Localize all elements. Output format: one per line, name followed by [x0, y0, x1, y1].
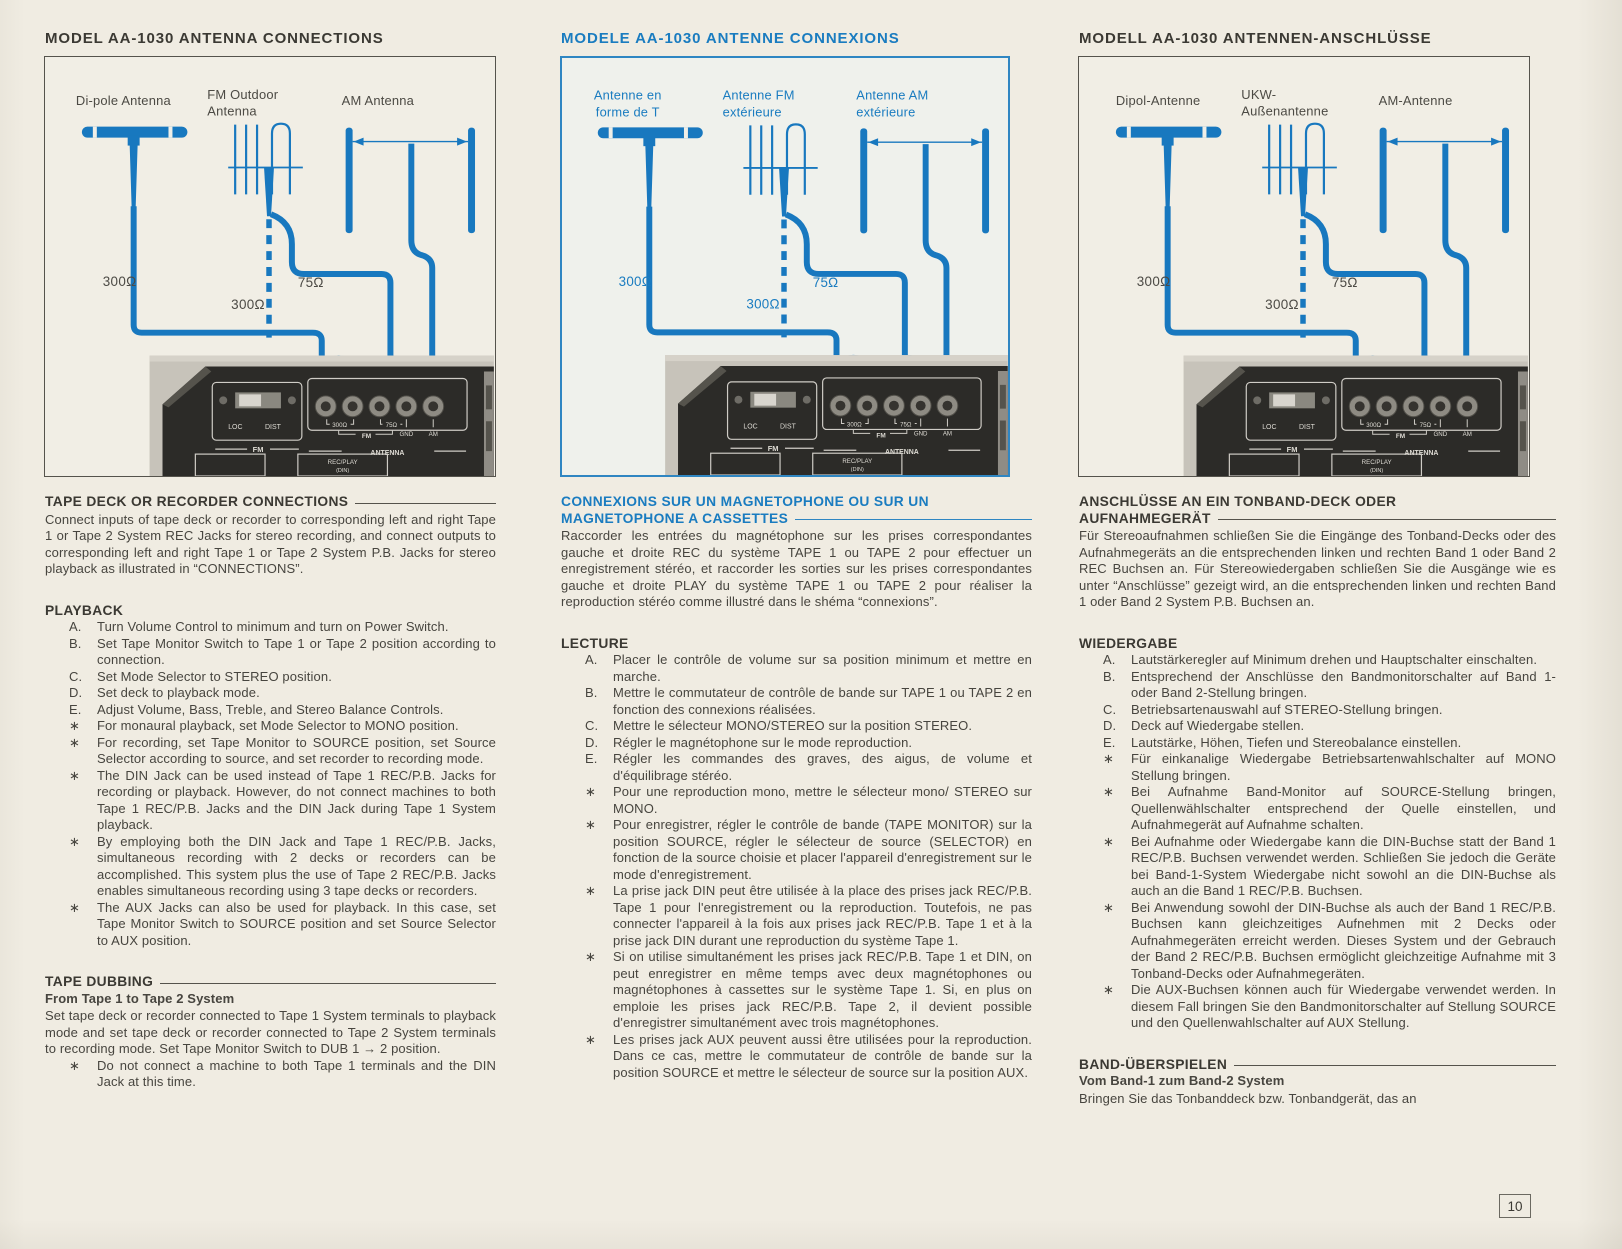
list-item: [45, 735, 496, 768]
item-marker: ∗: [585, 883, 597, 898]
column-french: [560, 30, 1032, 1081]
section-heading: TAPE DUBBING: [45, 974, 496, 991]
item-marker: ∗: [69, 767, 81, 783]
list-item: [1079, 784, 1556, 834]
item-marker: ∗: [1103, 899, 1115, 915]
item-marker: ∗: [1103, 784, 1115, 799]
section-heading: LECTURE: [561, 635, 629, 651]
list-item: [45, 718, 496, 735]
item-text: Les prises jack AUX peuvent aussi être utilisées pour la reproduction. Dans ce cas, mettre le commutateur de contrôle de bande sur la position SOURCE et mettre le sélecteur de source sur la position AUX.: [613, 1031, 1032, 1080]
item-marker: ∗: [69, 734, 81, 750]
item-text: Entsprechend der Anschlüsse den Bandmonitorschalter auf Band 1- oder Band 2-Stellung bringen.: [1131, 668, 1556, 700]
item-marker: ∗: [585, 817, 597, 832]
item-text: For recording, set Tape Monitor to SOURCE position, set Source Selector according to source, and set recorder to recording mode.: [97, 734, 496, 766]
item-text: Mettre le sélecteur MONO/STEREO sur la position STEREO.: [613, 718, 973, 733]
item-marker: D.: [585, 734, 599, 750]
section-body: Set tape deck or recorder connected to Tape 1 System terminals to playback mode and set tape deck or recorder connected to Tape 2 System terminals to recording mode. Set Tape Monitor Switch to DUB 1 → 2 position.: [45, 1008, 496, 1056]
list-item: [561, 784, 1032, 817]
item-text: Régler le magnétophone sur le mode reproduction.: [613, 734, 913, 750]
item-marker: A.: [1103, 652, 1116, 667]
item-text: Lautstärkeregler auf Minimum drehen und Hauptschalter einschalten.: [1131, 652, 1538, 667]
page-number: 10: [1499, 1194, 1531, 1218]
list-item: [45, 619, 496, 636]
list-item: [561, 685, 1032, 718]
list-item: [1079, 982, 1556, 1032]
section-body: Für Stereoaufnahmen schließen Sie die Eingänge des Tonband-Decks oder des Aufnahmegeräts an die entsprechenden linken und rechten Band 1 oder Band 2 REC Buchsen an. Für Stereowiedergaben schließen Sie die Ausgänge wie es unter “Anschlüsse” gezeigt wird, an die entsprechenden linken und rechten Band 1 oder Band 2 System P.B. Buchsen an.: [1079, 528, 1556, 609]
item-text: Mettre le commutateur de contrôle de bande sur TAPE 1 ou TAPE 2 en fonction des connexions réalisées.: [613, 685, 1032, 717]
list-item: [45, 1058, 496, 1091]
antenna-connections-diagram: [1078, 56, 1530, 477]
item-marker: A.: [69, 619, 82, 634]
playback-steps: [45, 619, 496, 949]
list-item: [1079, 751, 1556, 784]
section-body: Bringen Sie das Tonbanddeck bzw. Tonbandgerät, das an: [1079, 1090, 1417, 1106]
section-heading-line1: ANSCHLÜSSE AN EIN TONBAND-DECK ODER: [1079, 494, 1397, 509]
item-text: The DIN Jack can be used instead of Tape 1 REC/P.B. Jacks for recording or playback. However, do not connect machines to both Tape 1 REC/P.B. Jacks and the DIN Jack during Tape 1 System playback.: [97, 767, 496, 832]
item-marker: ∗: [585, 949, 597, 964]
item-text: Bei Aufnahme oder Wiedergabe kann die DIN-Buchse statt der Band 1 REC/P.B. Buchsen verwendet werden. Schließen Sie jedoch die Geräte bei Band-1-System Wiedergabe nicht sowohl an die DIN-Buchse als auch an die Band 1 REC/P.B. Buchsen.: [1131, 833, 1556, 898]
antenna-connections-diagram: [560, 56, 1010, 477]
item-text: Betriebsartenauswahl auf STEREO-Stellung bringen.: [1131, 701, 1443, 717]
lecture-steps: [561, 652, 1032, 1081]
list-item: [1079, 900, 1556, 983]
item-marker: ∗: [69, 833, 81, 849]
list-item: [45, 834, 496, 900]
item-text: Die AUX-Buchsen können auch für Wiedergabe verwendet werden. In diesem Fall bringen Sie den Bandmonitorschalter auf Stellung SOURCE und den Quellenwahlschalter auf AUX Stellung.: [1131, 982, 1556, 1030]
list-item: [45, 702, 496, 719]
item-marker: ∗: [69, 899, 81, 915]
item-marker: ∗: [69, 718, 81, 733]
heading-rule: [1218, 519, 1556, 520]
item-text: Set Mode Selector to STEREO position.: [97, 668, 332, 684]
section-lecture: [561, 636, 1032, 1082]
dipole-label: Antenne en forme de T: [593, 87, 662, 120]
item-text: Do not connect a machine to both Tape 1 terminals and the DIN Jack at this time.: [97, 1057, 496, 1089]
section-playback: [45, 603, 496, 950]
item-text: For monaural playback, set Mode Selector to MONO position.: [97, 718, 459, 733]
heading-rule: [160, 983, 496, 984]
fm-label: Antenne FM extérieure: [722, 87, 795, 120]
item-marker: ∗: [1103, 751, 1115, 766]
am-label: Antenne AM extérieure: [856, 87, 929, 120]
diagram-title: MODELL AA-1030 ANTENNEN-ANSCHLÜSSE: [1079, 30, 1432, 47]
item-text: Turn Volume Control to minimum and turn on Power Switch.: [97, 619, 449, 634]
list-item: [561, 817, 1032, 883]
list-item: [1079, 718, 1556, 735]
dipole-label: Di-pole Antenna: [75, 92, 171, 108]
column-english: [44, 30, 496, 1091]
section-connexions: [561, 494, 1032, 611]
item-text: Placer le contrôle de volume sur sa position minimum et mettre en marche.: [613, 652, 1032, 684]
item-marker: B.: [585, 685, 598, 700]
item-text: Set deck to playback mode.: [97, 685, 260, 700]
item-marker: A.: [585, 652, 598, 667]
item-marker: E.: [69, 701, 82, 717]
column-german: [1078, 30, 1556, 1107]
dipole-label: Dipol-Antenne: [1115, 92, 1201, 108]
list-item: [561, 735, 1032, 752]
section-heading: PLAYBACK: [45, 602, 124, 618]
section-body: Connect inputs of tape deck or recorder to corresponding left and right Tape 1 or Tape 2 System REC Jacks for stereo recording, and connect outputs to corresponding left and right Tape 1 or Tape 2 System P.B. Jacks for stereo playback as illustrated in “CONNECTIONS”.: [45, 511, 496, 576]
item-text: Pour une reproduction mono, mettre le sélecteur mono/ STEREO sur MONO.: [613, 784, 1032, 816]
item-text: Adjust Volume, Bass, Treble, and Stereo Balance Controls.: [97, 701, 444, 717]
section-body: Raccorder les entrées du magnétophone sur les prises correspondantes gauche et droite REC du système TAPE 1 ou TAPE 2 pour effectuer un enregistrement stéréo, et raccorder les sorties sur les prises correspondantes gauche et droite PLAY du système TAPE 1 ou TAPE 2 pour réaliser la reproduction stéréo comme illustré dans le shéma “connexions”.: [561, 528, 1032, 609]
item-marker: D.: [69, 685, 83, 700]
section-heading: BAND-ÜBERSPIELEN: [1079, 1057, 1556, 1074]
item-text: Deck auf Wiedergabe stellen.: [1131, 718, 1305, 733]
list-item: [561, 883, 1032, 949]
section-band-ueberspielen: [1079, 1057, 1556, 1108]
item-marker: C.: [585, 718, 599, 733]
section-subheading: From Tape 1 to Tape 2 System: [45, 990, 235, 1006]
item-marker: ∗: [585, 784, 597, 799]
dubbing-notes: [45, 1058, 496, 1091]
section-tape-dubbing: [45, 974, 496, 1091]
item-marker: E.: [585, 751, 598, 766]
am-label: AM Antenna: [341, 92, 415, 108]
diagram-title: MODELE AA-1030 ANTENNE CONNEXIONS: [561, 30, 900, 47]
list-item: [1079, 702, 1556, 719]
item-text: Set Tape Monitor Switch to Tape 1 or Tape 2 position according to connection.: [97, 635, 496, 667]
diagram-title: MODEL AA-1030 ANTENNA CONNECTIONS: [45, 30, 384, 47]
item-marker: D.: [1103, 718, 1117, 733]
section-heading: TAPE DECK OR RECORDER CONNECTIONS: [45, 494, 496, 511]
fm-label: UKW-Außenantenne: [1241, 86, 1329, 119]
item-marker: B.: [69, 635, 82, 651]
section-heading-line1: CONNEXIONS SUR UN MAGNETOPHONE OU SUR UN: [561, 494, 929, 509]
list-item: [45, 636, 496, 669]
list-item: [561, 949, 1032, 1032]
item-marker: B.: [1103, 668, 1116, 684]
section-tape-deck-connections: [45, 494, 496, 578]
wiedergabe-steps: [1079, 652, 1556, 1032]
list-item: [561, 751, 1032, 784]
list-item: [45, 900, 496, 950]
item-marker: ∗: [1103, 982, 1115, 997]
list-item: [45, 768, 496, 834]
item-text: Bei Aufnahme Band-Monitor auf SOURCE-Stellung bringen, Quellenwählschalter entsprechend der Quelle einstellen, und Aufnahmegerät auf Aufnahme schalten.: [1131, 784, 1556, 832]
heading-rule: [355, 503, 496, 504]
item-marker: ∗: [1103, 833, 1115, 849]
list-item: [1079, 669, 1556, 702]
item-text: Si on utilise simultanément les prises jack REC/P.B. Tape 1 et DIN, on peut enregistrer en même temps avec deux magnétophones ou magnétophones à cassettes sur le système Tape 1. Si, en plus on emploie les prises jack REC/P.B. Tape 2, il devient possible d'enregistrer simultanément avec trois magnétophones.: [613, 949, 1032, 1030]
list-item: [45, 669, 496, 686]
section-heading-line2: AUFNAHMEGERÄT: [1079, 511, 1556, 528]
section-heading-line2: MAGNETOPHONE A CASSETTES: [561, 511, 1032, 528]
heading-rule: [795, 519, 1032, 520]
item-text: The AUX Jacks can also be used for playback. In this case, set Tape Monitor Switch to SOURCE position and set Source Selector to AUX position.: [97, 899, 496, 948]
item-text: Pour enregistrer, régler le contrôle de bande (TAPE MONITOR) sur la position SOURCE, régler le sélecteur de source (SELECTOR) en fonction de la source choisie et placer l'appareil d'enregistrement sur le mode d'enregistrement.: [613, 817, 1032, 882]
list-item: [561, 652, 1032, 685]
list-item: [1079, 834, 1556, 900]
section-heading: WIEDERGABE: [1079, 635, 1178, 651]
list-item: [45, 685, 496, 702]
list-item: [561, 1032, 1032, 1082]
list-item: [561, 718, 1032, 735]
item-text: Régler les commandes des graves, des aigus, de volume et d'équilibrage stéréo.: [613, 751, 1032, 783]
list-item: [1079, 652, 1556, 669]
item-text: Für einkanalige Wiedergabe Betriebsartenwahlschalter auf MONO Stellung bringen.: [1131, 751, 1556, 783]
item-marker: ∗: [585, 1031, 597, 1047]
section-anschluesse: [1079, 494, 1556, 611]
heading-rule: [1234, 1065, 1556, 1066]
list-item: [1079, 735, 1556, 752]
item-marker: ∗: [69, 1057, 81, 1073]
item-text: La prise jack DIN peut être utilisée à la place des prises jack REC/P.B. Tape 1 pour l'enregistrement ou la reproduction. Toutefois, ne pas connecter l'appareil à la fois aux prises jack REC/P.B. Tape 1 et à la prise jack DIN durant une reproduction du système Tape 1.: [613, 883, 1032, 948]
section-wiedergabe: [1079, 636, 1556, 1032]
item-marker: E.: [1103, 734, 1116, 750]
antenna-connections-diagram: [44, 56, 496, 477]
section-subheading: Vom Band-1 zum Band-2 System: [1079, 1073, 1285, 1088]
item-marker: C.: [1103, 701, 1117, 717]
item-text: Lautstärke, Höhen, Tiefen und Stereobalance einstellen.: [1131, 734, 1462, 750]
item-marker: C.: [69, 668, 83, 684]
fm-label: FM Outdoor Antenna: [207, 86, 279, 119]
item-text: Bei Anwendung sowohl der DIN-Buchse als auch der Band 1 REC/P.B. Buchsen kann gleichzeitiges Aufnehmen mit 2 Decks oder Aufnahmegeräten erreicht werden. Dieses System und der Gebrauch der Band 2 REC/P.B. Buchsen ermöglicht gleichzeitige Aufnahme mit 3 Tonband-Decks oder Aufnahmegeräten.: [1131, 899, 1556, 981]
am-label: AM-Antenne: [1378, 92, 1453, 108]
item-text: By employing both the DIN Jack and Tape 1 REC/P.B. Jacks, simultaneous recording with 2 decks or recorders can be accomplished. This system plus the use of Tape 2 REC/P.B. Jacks enables simultaneous recording using 3 tape decks or recorders.: [97, 833, 496, 898]
